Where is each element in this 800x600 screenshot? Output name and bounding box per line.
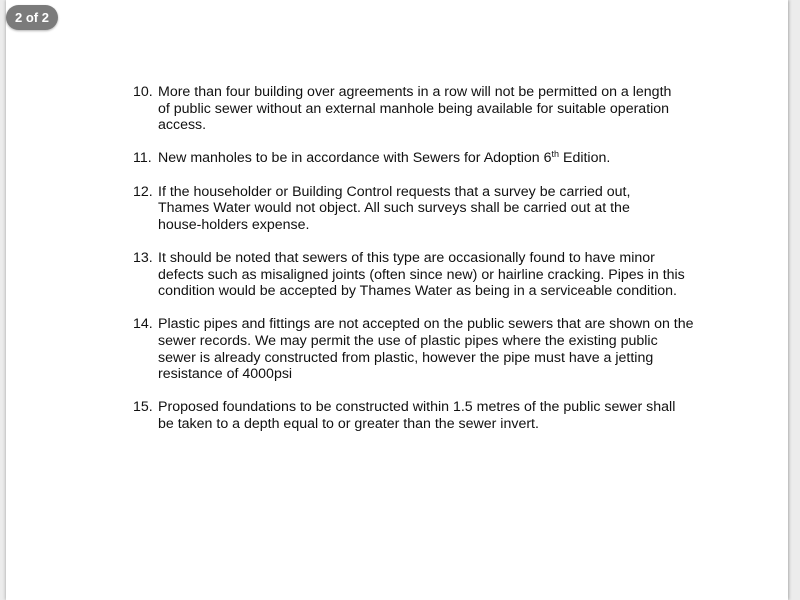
item-text-line: access.: [158, 117, 207, 134]
item-text-line: If the householder or Building Control requests that a survey be carried out,: [158, 183, 631, 200]
item-text-line: condition would be accepted by Thames Water as being in a serviceable condition.: [158, 283, 677, 300]
item-text-line: It should be noted that sewers of this type are occasionally found to have minor: [158, 249, 655, 266]
list-item: [130, 150, 720, 167]
item-text-line: sewer is already constructed from plastic, however the pipe must have a jetting: [158, 349, 654, 366]
item-text: New manholes to be in accordance with Sewers for Adoption 6: [158, 150, 552, 167]
list-item: [130, 250, 720, 300]
item-text-line: Proposed foundations to be constructed within 1.5 metres of the public sewer shall: [158, 399, 676, 416]
item-text-line: More than four building over agreements in a row will not be permitted on a length: [158, 84, 672, 100]
conditions-list: [130, 84, 720, 449]
document-page: [6, 0, 788, 600]
item-text-line: defects such as misaligned joints (often since new) or hairline cracking. Pipes in this: [158, 266, 685, 283]
page-indicator-badge[interactable]: 2 of 2: [6, 5, 58, 30]
item-number: 14.: [133, 316, 153, 333]
item-text-line: [158, 150, 720, 167]
superscript-text: th: [551, 149, 560, 160]
item-text-line: be taken to a depth equal to or greater than the sewer invert.: [158, 415, 539, 432]
item-text: Edition.: [559, 150, 611, 167]
item-number: 11.: [133, 150, 152, 167]
item-text-line: Thames Water would not object. All such surveys shall be carried out at the: [158, 200, 630, 217]
item-number: 13.: [133, 249, 153, 266]
item-text-line: of public sewer without an external manhole being available for suitable operation: [158, 100, 670, 117]
item-number: 15.: [133, 399, 153, 416]
list-item: [130, 84, 720, 134]
item-number: 12.: [133, 183, 153, 200]
item-text-line: sewer records. We may permit the use of plastic pipes where the existing public: [158, 332, 658, 349]
list-item: [130, 316, 720, 382]
item-number: 10.: [133, 84, 153, 100]
item-text-line: resistance of 4000psi: [158, 366, 293, 383]
item-text-line: house-holders expense.: [158, 216, 310, 233]
item-text-line: Plastic pipes and fittings are not accepted on the public sewers that are shown on the: [158, 316, 694, 333]
list-item: [130, 399, 720, 432]
list-item: [130, 184, 720, 234]
